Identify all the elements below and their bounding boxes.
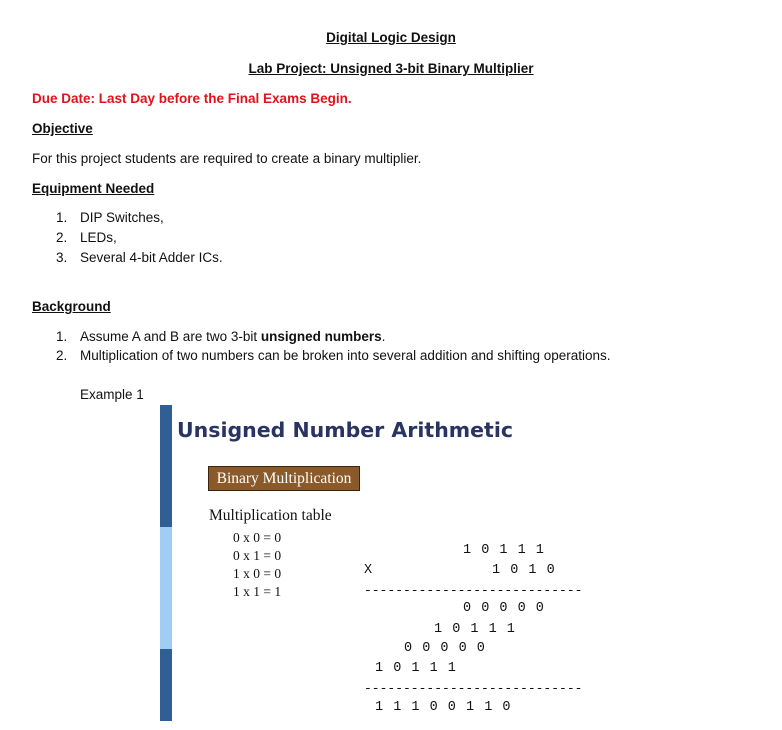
list-number: 2. [56, 348, 68, 363]
background-heading: Background [32, 299, 111, 314]
slide-bar-segment [160, 405, 172, 527]
background-item [56, 348, 611, 363]
equipment-item [56, 210, 164, 225]
list-text-end: . [381, 329, 386, 344]
list-number: 3. [56, 250, 68, 265]
document-title: Digital Logic Design [326, 30, 456, 45]
product-result: 1 1 1 0 0 1 1 0 [375, 700, 512, 715]
separator-line: ---------------------------- [364, 681, 583, 696]
slide-bar-segment [160, 649, 172, 721]
slide-bar-segment [160, 527, 172, 649]
equipment-item [56, 230, 117, 245]
table-row: 0 x 1 = 0 [233, 548, 282, 563]
equipment-heading: Equipment Needed [32, 181, 155, 196]
partial-product: 0 0 0 0 0 [463, 601, 545, 616]
separator-line: ---------------------------- [364, 583, 583, 598]
objective-heading: Objective [32, 121, 93, 136]
list-text: DIP Switches, [80, 210, 164, 225]
list-number: 2. [56, 230, 68, 245]
document-subtitle: Lab Project: Unsigned 3-bit Binary Multiplier [248, 61, 534, 76]
partial-product: 1 0 1 1 1 [375, 661, 457, 676]
list-text: LEDs, [80, 230, 117, 245]
table-row: 1 x 0 = 0 [233, 566, 282, 581]
list-number: 1. [56, 210, 68, 225]
list-number: 1. [56, 329, 68, 344]
table-row: 1 x 1 = 1 [233, 584, 282, 599]
table-row: 0 x 0 = 0 [233, 530, 282, 545]
multiplication-table-title: Multiplication table [209, 507, 332, 524]
times-symbol: X [364, 563, 374, 578]
multiplier: 1 0 1 0 [492, 563, 556, 578]
list-text: Several 4-bit Adder ICs. [80, 250, 223, 265]
list-text: Multiplication of two numbers can be broken into several addition and shifting operations. [80, 348, 611, 363]
equipment-item [56, 250, 223, 265]
slide-title: Unsigned Number Arithmetic [177, 418, 514, 442]
objective-text: For this project students are required to create a binary multiplier. [32, 151, 422, 166]
example-label: Example 1 [80, 387, 144, 402]
background-item [56, 329, 385, 344]
list-text: Assume A and B are two 3-bit [80, 329, 261, 344]
binary-multiplication-box: Binary Multiplication [208, 466, 360, 491]
partial-product: 1 0 1 1 1 [434, 622, 516, 637]
list-text-bold: unsigned numbers [260, 329, 382, 344]
due-date: Due Date: Last Day before the Final Exams Begin. [32, 91, 352, 106]
partial-product: 0 0 0 0 0 [404, 641, 486, 656]
multiplicand: 1 0 1 1 1 [463, 543, 545, 558]
